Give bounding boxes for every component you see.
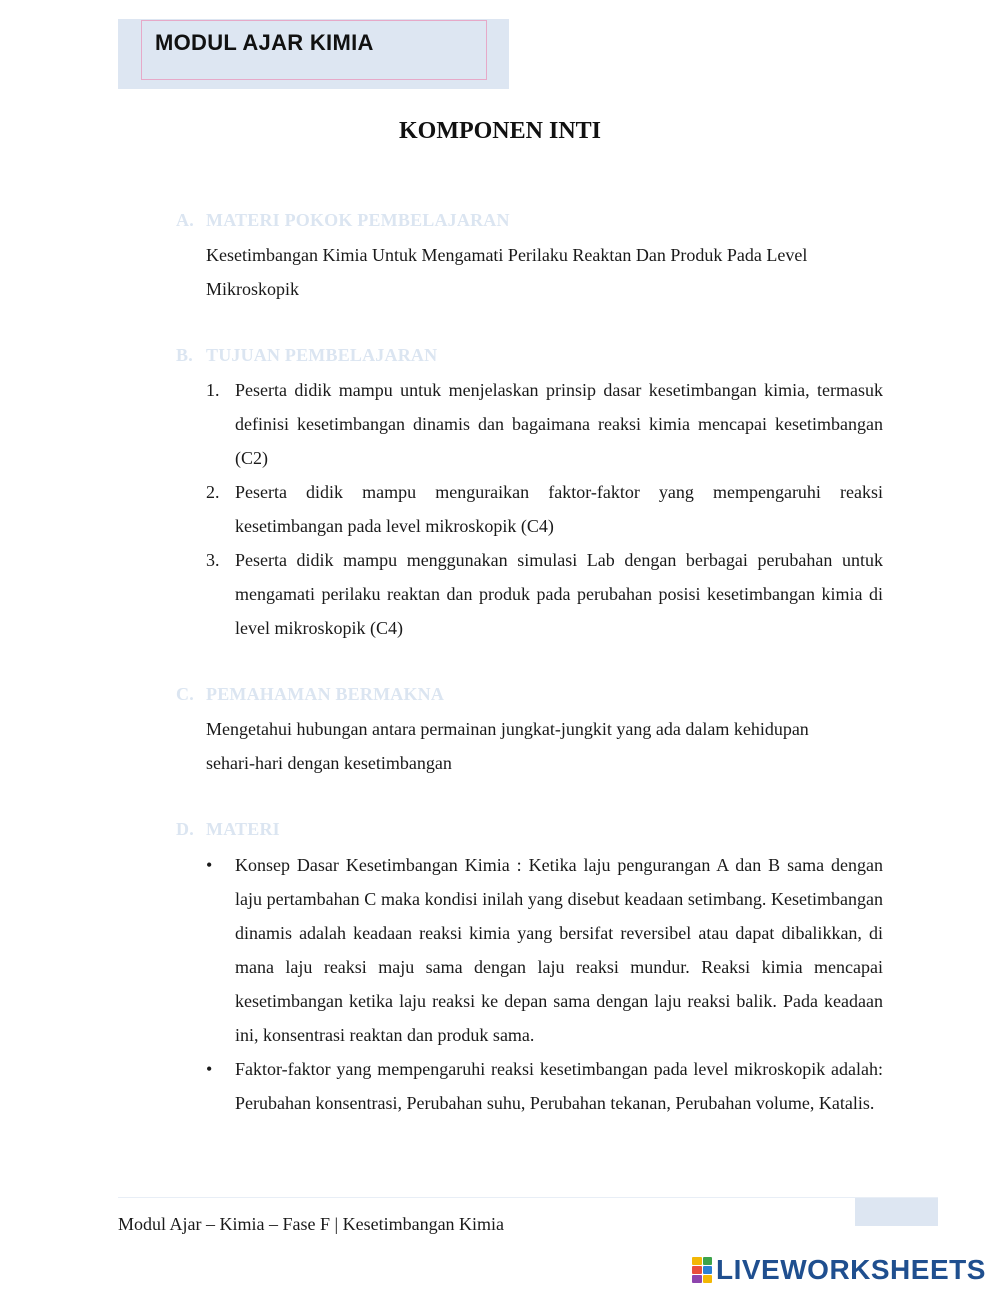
- section-a-title: MATERI POKOK PEMBELAJARAN: [206, 210, 510, 230]
- materials-list: [206, 848, 883, 1120]
- section-c-letter: C.: [176, 684, 194, 704]
- section-a-content: [206, 238, 886, 306]
- section-a-line-1: Kesetimbangan Kimia Untuk Mengamati Perilaku Reaktan Dan Produk Pada Level: [206, 245, 808, 265]
- list-item-text: Peserta didik mampu menguraikan faktor-faktor yang mempengaruhi reaksi kesetimbangan pada level mikroskopik (C4): [235, 482, 883, 536]
- section-a-letter: A.: [176, 210, 194, 230]
- section-d-heading: [176, 819, 280, 840]
- section-b-title: TUJUAN PEMBELAJARAN: [206, 345, 438, 365]
- section-a-heading: [176, 210, 510, 231]
- header-title: MODUL AJAR KIMIA: [155, 30, 374, 55]
- section-c-heading: [176, 684, 444, 705]
- section-d-letter: D.: [176, 819, 194, 839]
- section-c-title: PEMAHAMAN BERMAKNA: [206, 684, 445, 704]
- footer-text: Modul Ajar – Kimia – Fase F | Kesetimbangan Kimia: [118, 1214, 505, 1234]
- list-item-text: Konsep Dasar Kesetimbangan Kimia : Ketika laju pengurangan A dan B sama dengan laju pertambahan C maka kondisi inilah yang disebut keadaan setimbang. Kesetimbangan dinamis adalah keadaan reaksi kimia yang bersifat reversibel atau dapat dibalikkan, di mana laju reaksi maju sama dengan laju reaksi mundur. Reaksi kimia mencapai kesetimbangan ketika laju reaksi ke depan sama dengan laju reaksi balik. Pada keadaan ini, konsentrasi reaktan dan produk sama.: [235, 855, 883, 1045]
- objectives-list: [206, 373, 883, 645]
- list-item: [206, 1052, 883, 1120]
- section-c-line-1: Mengetahui hubungan antara permainan jungkat-jungkit yang ada dalam kehidupan: [206, 719, 809, 739]
- bullet-icon: •: [206, 1059, 213, 1079]
- liveworksheets-wordmark: LIVEWORKSHEETS: [716, 1254, 986, 1285]
- section-a-line-2: Mikroskopik: [206, 279, 300, 299]
- section-d-title: MATERI: [206, 819, 280, 839]
- list-item-text: Faktor-faktor yang mempengaruhi reaksi kesetimbangan pada level mikroskopik adalah: Perubahan konsentrasi, Perubahan suhu, Perubahan tekanan, Perubahan volume, Katalis.: [235, 1059, 883, 1113]
- section-c-line-2: sehari-hari dengan kesetimbangan: [206, 753, 452, 773]
- list-item: [206, 848, 883, 1052]
- bullet-icon: •: [206, 855, 213, 875]
- section-b-heading: [176, 345, 437, 366]
- list-item: [206, 475, 883, 543]
- footer-divider: [118, 1197, 938, 1198]
- section-c-content: [206, 712, 886, 780]
- section-b-letter: B.: [176, 345, 193, 365]
- list-item: [206, 543, 883, 645]
- page-title: KOMPONEN INTI: [398, 118, 601, 144]
- liveworksheets-icon: [692, 1257, 712, 1283]
- list-item-number: 3.: [206, 550, 220, 570]
- liveworksheets-logo: [692, 1255, 986, 1285]
- list-item: [206, 373, 883, 475]
- list-item-text: Peserta didik mampu menggunakan simulasi Lab dengan berbagai perubahan untuk mengamati perilaku reaktan dan produk pada perubahan posisi kesetimbangan kimia di level mikroskopik (C4): [235, 550, 883, 638]
- list-item-text: Peserta didik mampu untuk menjelaskan prinsip dasar kesetimbangan kimia, termasuk definisi kesetimbangan dinamis dan bagaimana reaksi kimia mencapai kesetimbangan (C2): [235, 380, 883, 468]
- list-item-number: 1.: [206, 380, 220, 400]
- page-number-box: [855, 1198, 938, 1226]
- list-item-number: 2.: [206, 482, 220, 502]
